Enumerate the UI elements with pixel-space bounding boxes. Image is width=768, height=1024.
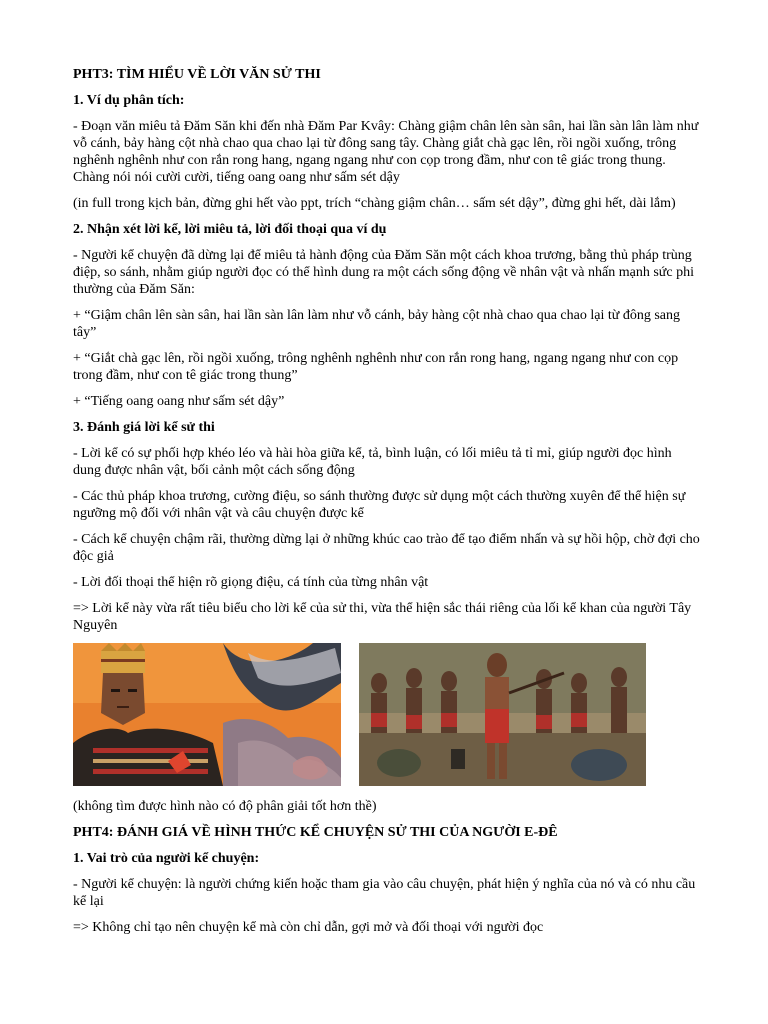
- section-heading: 2. Nhận xét lời kể, lời miêu tả, lời đối thoại qua ví dụ: [73, 222, 387, 237]
- hero-illustration-image: [73, 643, 341, 786]
- paragraph: - Lời kể có sự phối hợp khéo léo và hài hòa giữa kể, tả, bình luận, có lối miêu tả tỉ mỉ, giúp người đọc hình dung được nhân vật, bối cảnh một cách sống động: [73, 446, 672, 478]
- section-heading: 3. Đánh giá lời kể sử thi: [73, 420, 215, 435]
- paragraph: - Người kể chuyện: là người chứng kiến hoặc tham gia vào câu chuyện, phát hiện ý nghĩa của nó và có nhu cầu kể lại: [73, 877, 696, 909]
- section-heading: 1. Vai trò của người kể chuyện:: [73, 851, 260, 866]
- paragraph: - Các thủ pháp khoa trương, cường điệu, so sánh thường được sử dụng một cách thường xuyên để thể hiện sự ngưỡng mộ đối với nhân vật và câu chuyện được kể: [73, 489, 686, 521]
- village-painting-image: [359, 643, 646, 786]
- illustration-hero-warrior-icon: [73, 643, 341, 786]
- paragraph: - Cách kể chuyện chậm rãi, thường dừng lại ở những khúc cao trào để tạo điểm nhấn và sự hồi hộp, chờ đợi cho độc giả: [73, 532, 700, 564]
- painting-village-crowd-icon: [359, 643, 646, 786]
- image-note: (không tìm được hình nào có độ phân giải tốt hơn thề): [73, 799, 377, 814]
- pht4-title: PHT4: ĐÁNH GIÁ VỀ HÌNH THỨC KỂ CHUYỆN SỬ THI CỦA NGƯỜI E-ĐÊ: [73, 825, 558, 840]
- quote-item: + “Giắt chà gạc lên, rồi ngồi xuống, trông nghênh nghênh như con rắn rong hang, ngang ngang như con cọp trong đầm, như con tê giác trong thung”: [73, 351, 679, 383]
- image-row: [73, 643, 701, 789]
- conclusion: => Lời kể này vừa rất tiêu biểu cho lời kể của sử thi, vừa thể hiện sắc thái riêng của lối kể khan của người Tây Nguyên: [73, 601, 692, 633]
- conclusion: => Không chỉ tạo nên chuyện kể mà còn chỉ dẫn, gợi mở và đối thoại với người đọc: [73, 920, 544, 935]
- paragraph-note: (in full trong kịch bản, đừng ghi hết vào ppt, trích “chàng giậm chân… sấm sét dậy”, đừng ghi hết, dài lắm): [73, 196, 676, 211]
- pht3-title: PHT3: TÌM HIỂU VỀ LỜI VĂN SỬ THI: [73, 67, 321, 82]
- paragraph: - Đoạn văn miêu tả Đăm Săn khi đến nhà Đăm Par Kvây: Chàng giậm chân lên sàn sân, hai lần sàn lân làm như vỗ cánh, bảy hàng cột nhà chao qua chao lại từ đông sang tây. Chàng giắt chà gạc lên, rồi ngồi xuống, trông nghênh nghênh như con rắn rong hang, ngang ngang như con cọp trong đầm, như con tê giác trong thung. Chàng nói nói cười cười, tiếng oang oang như sấm sét dậy: [73, 119, 699, 185]
- document-body: [73, 66, 701, 945]
- quote-item: + “Tiếng oang oang như sấm sét dậy”: [73, 394, 285, 409]
- paragraph: - Người kể chuyện đã dừng lại để miêu tả hành động của Đăm Săn một cách khoa trương, bằng thủ pháp trùng điệp, so sánh, nhằm giúp người đọc có thể hình dung ra một cách sống động về nhân vật và nhấn mạnh sức phi thường của Đăm Săn:: [73, 248, 694, 297]
- quote-item: + “Giậm chân lên sàn sân, hai lần sàn lân làm như vỗ cánh, bảy hàng cột nhà chao qua chao lại từ đông sang tây”: [73, 308, 680, 340]
- section-heading: 1. Ví dụ phân tích:: [73, 93, 185, 108]
- paragraph: - Lời đối thoại thể hiện rõ giọng điệu, cá tính của từng nhân vật: [73, 575, 429, 590]
